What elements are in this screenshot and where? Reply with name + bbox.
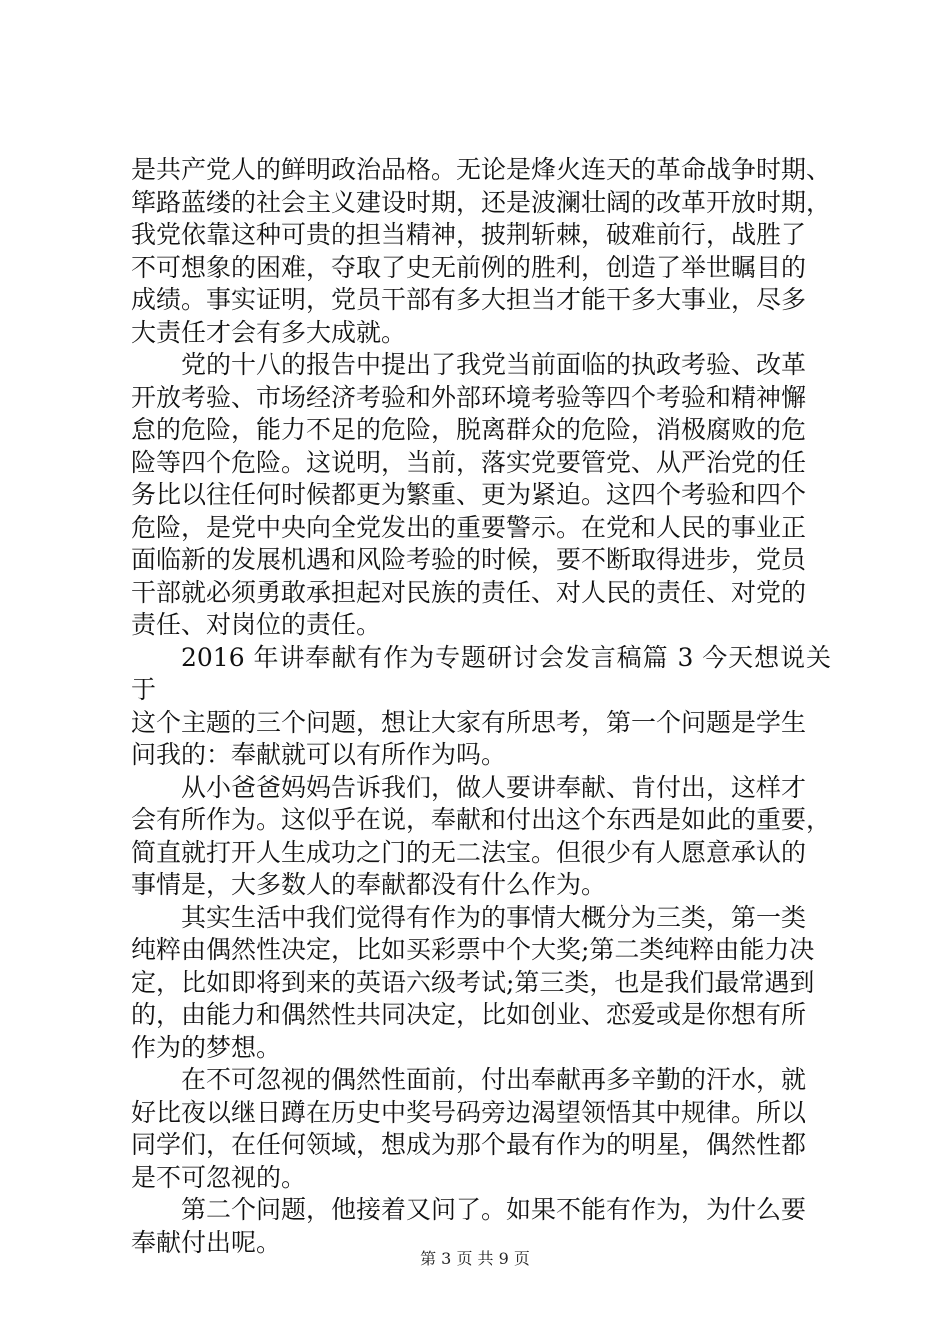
document-body <box>131 154 831 1259</box>
paragraph: 其实生活中我们觉得有作为的事情大概分为三类，第一类 纯粹由偶然性决定，比如买彩票中个大奖;第二类纯粹由能力决 定，比如即将到来的英语六级考试;第三类，也是我们最常遇到 的，由能力和偶然性共同决定，比如创业、恋爱或是你想有所 作为的梦想。 <box>131 902 815 1062</box>
paragraph: 2016 年讲奉献有作为专题研讨会发言稿篇 3 今天想说关于 这个主题的三个问题，想让大家有所思考，第一个问题是学生 问我的：奉献就可以有所作为吗。 <box>131 642 831 769</box>
page-number-footer: 第 3 页 共 9 页 <box>420 1249 530 1268</box>
paragraph: 第二个问题，他接着又问了。如果不能有作为，为什么要 奉献付出呢。 <box>131 1195 807 1257</box>
paragraph: 在不可忽视的偶然性面前，付出奉献再多辛勤的汗水，就 好比夜以继日蹲在历史中奖号码旁边渴望领悟其中规律。所以 同学们，在任何领域，想成为那个最有作为的明星，偶然性都 是不可忽视的。 <box>131 1065 807 1192</box>
paragraph: 从小爸爸妈妈告诉我们，做人要讲奉献、肯付出，这样才 会有所作为。这似乎在说，奉献和付出这个东西是如此的重要， 简直就打开人生成功之门的无二法宝。但很少有人愿意承认的 事情是，大多数人的奉献都没有什么作为。 <box>131 772 832 899</box>
paragraph: 是共产党人的鲜明政治品格。无论是烽火连天的革命战争时期、 筚路蓝缕的社会主义建设时期，还是波澜壮阔的改革开放时期， 我党依靠这种可贵的担当精神，披荆斩棘，破难前行，战胜了 不可想象的困难，夺取了史无前例的胜利，创造了举世瞩目的 成绩。事实证明，党员干部有多大担当才能干多大事业，尽多 大责任才会有多大成就。 <box>131 155 832 347</box>
paragraph: 党的十八的报告中提出了我党当前面临的执政考验、改革 开放考验、市场经济考验和外部环境考验等四个考验和精神懈 怠的危险，能力不足的危险，脱离群众的危险，消极腐败的危 险等四个危险。这说明，当前，落实党要管党、从严治党的任 务比以往任何时候都更为繁重、更为紧迫。这四个考验和四个 危险，是党中央向全党发出的重要警示。在党和人民的事业正 面临新的发展机遇和风险考验的时候，要不断取得进步，党员 干部就必须勇敢承担起对民族的责任、对人民的责任、对党的 责任、对岗位的责任。 <box>131 350 807 639</box>
